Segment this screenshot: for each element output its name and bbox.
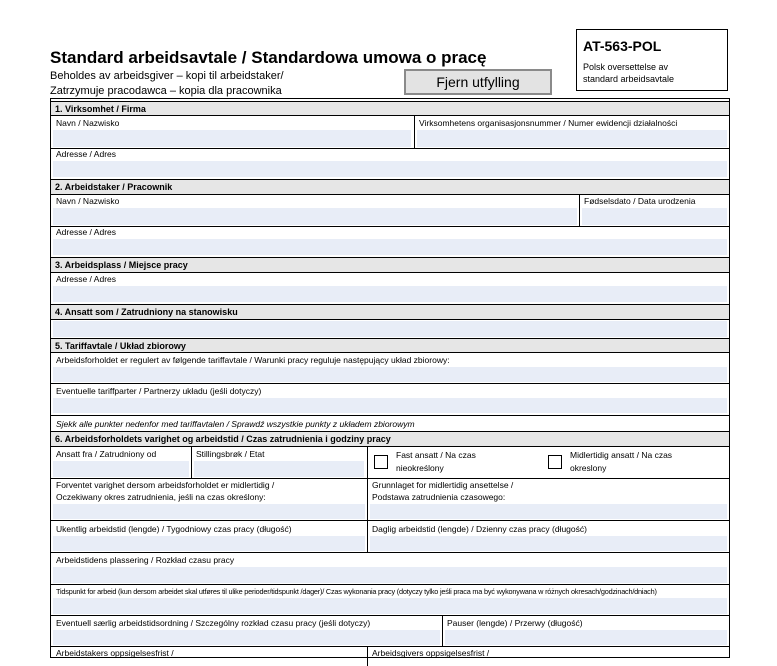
s5-parties-field[interactable]: [53, 398, 727, 413]
s6-special-label: Eventuell særlig arbeidstidsordning / Szczególny rozkład czasu pracy (jeśli dotyczy): [56, 618, 371, 628]
s6-temporary-label-2: okreslony: [570, 463, 607, 473]
contract-form: [50, 98, 730, 658]
s6-permanent-label-1: Fast ansatt / Na czas: [396, 450, 476, 460]
s6-weekly-field[interactable]: [53, 536, 365, 551]
s6-temporary-label-1: Midlertidig ansatt / Na czas: [570, 450, 673, 460]
s6-from-field[interactable]: [53, 461, 189, 477]
s5-parties-label: Eventuelle tariffparter / Partnerzy układu (jeśli dotyczy): [56, 386, 262, 396]
subtitle-line-2: Zatrzymuje pracodawca – kopia dla pracownika: [50, 85, 282, 97]
section-4-header: 4. Ansatt som / Zatrudniony na stanowisku: [51, 304, 729, 320]
s6-expected-label-1: Forventet varighet dersom arbeidsforholdet er midlertidig /: [56, 480, 275, 490]
section-6-header: 6. Arbeidsforholdets varighet og arbeidstid / Czas zatrudnienia i godziny pracy: [51, 431, 729, 447]
s6-basis-field[interactable]: [370, 504, 727, 519]
s2-address-label: Adresse / Adres: [56, 227, 117, 237]
section-3-header: 3. Arbeidsplass / Miejsce pracy: [51, 257, 729, 273]
s1-orgnr-field[interactable]: [417, 130, 727, 147]
s6-permanent-label-2: nieokreślony: [396, 463, 444, 473]
s6-basis-label-2: Podstawa zatrudnienia czasowego:: [372, 492, 506, 502]
form-description-line-1: Polsk oversettelse av: [583, 62, 669, 72]
s5-note: Sjekk alle punkter nedenfor med tariffavtalen / Sprawdź wszystkie punkty z układem zbiorowym: [56, 419, 415, 429]
s4-position-field[interactable]: [53, 321, 727, 337]
s3-address-label: Adresse / Adres: [56, 274, 117, 284]
s6-breaks-label: Pauser (lengde) / Przerwy (długość): [447, 618, 583, 628]
s6-special-field[interactable]: [53, 630, 440, 645]
s6-timing-label: Tidspunkt for arbeid (kun dersom arbeidet skal utføres til ulike perioder/tidspunkt /dager)/ Czas wykonania pracy (dotyczy tylko jeśli praca ma być wykonywana w różnych okresach/godzinach/dniach): [56, 587, 657, 596]
s2-address-field[interactable]: [53, 239, 727, 255]
s6-employee-notice-label: Arbeidstakers oppsigelsesfrist /: [56, 648, 174, 658]
section-1-header: 1. Virksomhet / Firma: [51, 101, 729, 116]
form-code-box: [576, 29, 728, 91]
s5-regulated-label: Arbeidsforholdet er regulert av følgende tariffavtale / Warunki pracy reguluje następujący układ zbiorowy:: [56, 355, 450, 365]
s6-basis-label-1: Grunnlaget for midlertidig ansettelse /: [372, 480, 514, 490]
s6-placement-label: Arbeidstidens plassering / Rozkład czasu pracy: [56, 555, 235, 565]
s1-address-label: Adresse / Adres: [56, 149, 117, 159]
s6-expected-field[interactable]: [53, 504, 365, 519]
s2-dob-field[interactable]: [582, 208, 727, 225]
section-2-header: 2. Arbeidstaker / Pracownik: [51, 179, 729, 195]
temporary-checkbox[interactable]: [548, 455, 562, 469]
s6-pct-label: Stillingsbrøk / Etat: [196, 449, 265, 459]
subtitle-line-1: Beholdes av arbeidsgiver – kopi til arbeidstaker/: [50, 70, 284, 82]
s6-employer-notice-label: Arbeidsgivers oppsigelsesfrist /: [372, 648, 490, 658]
s6-timing-field[interactable]: [53, 598, 727, 614]
form-code: AT-563-POL: [583, 38, 662, 54]
s6-daily-field[interactable]: [370, 536, 727, 551]
s1-address-field[interactable]: [53, 161, 727, 177]
s6-breaks-field[interactable]: [445, 630, 727, 645]
s6-expected-label-2: Oczekiwany okres zatrudnienia, jeśli na czas określony:: [56, 492, 266, 502]
s1-orgnr-label: Virksomhetens organisasjonsnummer / Numer ewidencji działalności: [419, 118, 678, 128]
s1-name-label: Navn / Nazwisko: [56, 118, 120, 128]
s2-name-label: Navn / Nazwisko: [56, 196, 120, 206]
s5-regulated-field[interactable]: [53, 367, 727, 382]
page-title: Standard arbeidsavtale / Standardowa umowa o pracę: [50, 48, 487, 67]
s6-weekly-label: Ukentlig arbeidstid (lengde) / Tygodniowy czas pracy (długość): [56, 524, 292, 534]
s6-daily-label: Daglig arbeidstid (lengde) / Dzienny czas pracy (długość): [372, 524, 587, 534]
s3-address-field[interactable]: [53, 286, 727, 302]
s6-from-label: Ansatt fra / Zatrudniony od: [56, 449, 157, 459]
s1-name-field[interactable]: [53, 130, 411, 147]
section-5-header: 5. Tariffavtale / Układ zbiorowy: [51, 338, 729, 353]
s6-pct-field[interactable]: [194, 461, 364, 477]
s2-name-field[interactable]: [53, 208, 577, 225]
permanent-checkbox[interactable]: [374, 455, 388, 469]
form-description-line-2: standard arbeidsavtale: [583, 74, 675, 84]
s2-dob-label: Fødselsdato / Data urodzenia: [584, 196, 696, 206]
clear-form-button[interactable]: Fjern utfylling: [404, 69, 552, 95]
s6-placement-field[interactable]: [53, 567, 727, 583]
form-description: [583, 61, 674, 85]
